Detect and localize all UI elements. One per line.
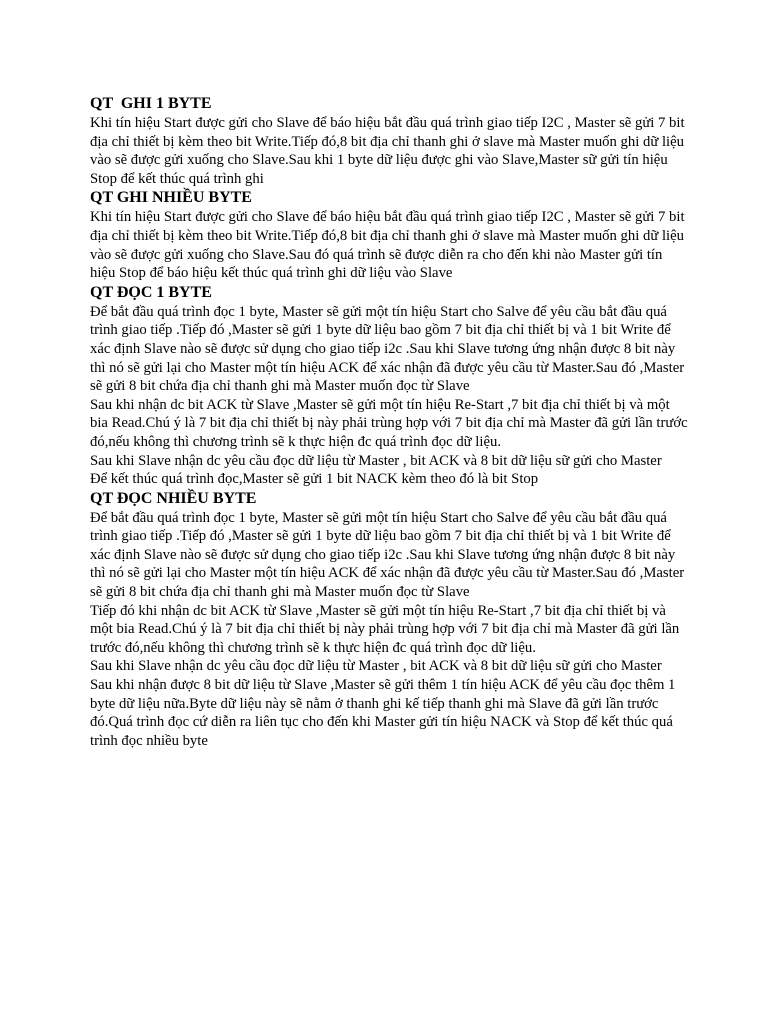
paragraph-read-1-byte-slave-response: Sau khi Slave nhận dc yêu cầu đọc dữ liệu từ Master , bit ACK và 8 bit dữ liệu sữ gửi cho Master [90, 452, 662, 469]
paragraph-read-multi-byte-start: Để bắt đầu quá trình đọc 1 byte, Master sẽ gửi một tín hiệu Start cho Salve để yêu cầu bắt đầu quá trình giao tiếp .Tiếp đó ,Master sẽ gửi 1 byte dữ liệu bao gồm 7 bit địa chỉ thiết bị và 1 bit Write để xác định Slave nào sẽ được sử dụng cho giao tiếp i2c .Sau khi Slave tương ứng nhận được 8 bit này thì nó sẽ gửi lại cho Master một tín hiệu ACK để xác nhận đã được yêu cầu từ Master.Sau đó ,Master sẽ gửi 8 bit chứa địa chỉ thanh ghi mà Master muốn đọc từ Slave [90, 509, 685, 601]
paragraph-read-1-byte-start: Để bắt đầu quá trình đọc 1 byte, Master sẽ gửi một tín hiệu Start cho Salve để yêu cầu bắt đầu quá trình giao tiếp .Tiếp đó ,Master sẽ gửi 1 byte dữ liệu bao gồm 7 bit địa chỉ thiết bị và 1 bit Write để xác định Slave nào sẽ được sử dụng cho giao tiếp i2c .Sau khi Slave tương ứng nhận được 8 bit này thì nó sẽ gửi lại cho Master một tín hiệu ACK để xác nhận đã được yêu cầu từ Master.Sau đó ,Master sẽ gửi 8 bit chứa địa chỉ thanh ghi mà Master muốn đọc từ Slave [90, 303, 685, 395]
paragraph-write-multi-byte: Khi tín hiệu Start được gửi cho Slave để báo hiệu bắt đầu quá trình giao tiếp I2C , Master sẽ gửi 7 bit địa chỉ thiết bị kèm theo bit Write.Tiếp đó,8 bit địa chỉ thanh ghi ở slave mà Master muốn ghi dữ liệu vào sẽ được gửi xuống cho Slave.Sau đó quá trình sẽ được diễn ra cho đến khi nào Master gửi tín hiệu Stop để báo hiệu kết thúc quá trình ghi dữ liệu vào Slave [90, 209, 685, 282]
section-heading-write-multi-byte: QT GHI NHIỀU BYTE [90, 189, 252, 207]
section-heading-read-1-byte: QT ĐỌC 1 BYTE [90, 283, 212, 301]
paragraph-read-multi-byte-slave-response: Sau khi Slave nhận dc yêu cầu đọc dữ liệu từ Master , bit ACK và 8 bit dữ liệu sữ gửi cho Master [90, 658, 662, 675]
paragraph-read-1-byte-restart: Sau khi nhận dc bit ACK từ Slave ,Master sẽ gửi một tín hiệu Re-Start ,7 bit địa chỉ thiết bị và một bia Read.Chú ý là 7 bit địa chỉ thiết bị này phải trùng hợp với 7 bit địa chỉ mà Master đã gửi lần trước đó,nếu không thì chương trình sẽ k thực hiện đc quá trình đọc dữ liệu. [90, 396, 688, 450]
document-page [90, 94, 690, 750]
section-heading-write-1-byte: QT GHI 1 BYTE [90, 95, 212, 112]
paragraph-read-1-byte-stop: Để kết thúc quá trình đọc,Master sẽ gửi 1 bit NACK kèm theo đó là bit Stop [90, 471, 539, 488]
paragraph-write-1-byte: Khi tín hiệu Start được gửi cho Slave để báo hiệu bắt đầu quá trình giao tiếp I2C , Master sẽ gửi 7 bit địa chỉ thiết bị kèm theo bit Write.Tiếp đó,8 bit địa chỉ thanh ghi ở slave mà Master muốn ghi dữ liệu vào sẽ được gửi xuống cho Slave.Sau khi 1 byte dữ liệu được ghi vào Slave,Master sữ gửi tín hiệu Stop để kết thúc quá trình ghi [90, 115, 685, 187]
section-heading-read-multi-byte: QT ĐỌC NHIỀU BYTE [90, 489, 257, 507]
paragraph-read-multi-byte-restart: Tiếp đó khi nhận dc bit ACK từ Slave ,Master sẽ gửi một tín hiệu Re-Start ,7 bit địa chỉ thiết bị và một bia Read.Chú ý là 7 bit địa chỉ thiết bị này phải trùng hợp với 7 bit địa chỉ mà Master đã gửi lần trước đó,nếu không thì chương trình sẽ k thực hiện đc quá trình đọc dữ liệu. [90, 602, 680, 656]
paragraph-read-multi-byte-continue: Sau khi nhận được 8 bit dữ liệu từ Slave ,Master sẽ gửi thêm 1 tín hiệu ACK để yêu cầu đọc thêm 1 byte dữ liệu nữa.Byte dữ liệu này sẽ nằm ở thanh ghi kế tiếp thanh ghi mà Slave đã gửi lần trước đó.Quá trình đọc cứ diễn ra liên tục cho đến khi Master gửi tín hiệu NACK và Stop để kết thúc quá trình đọc nhiều byte [90, 677, 676, 749]
